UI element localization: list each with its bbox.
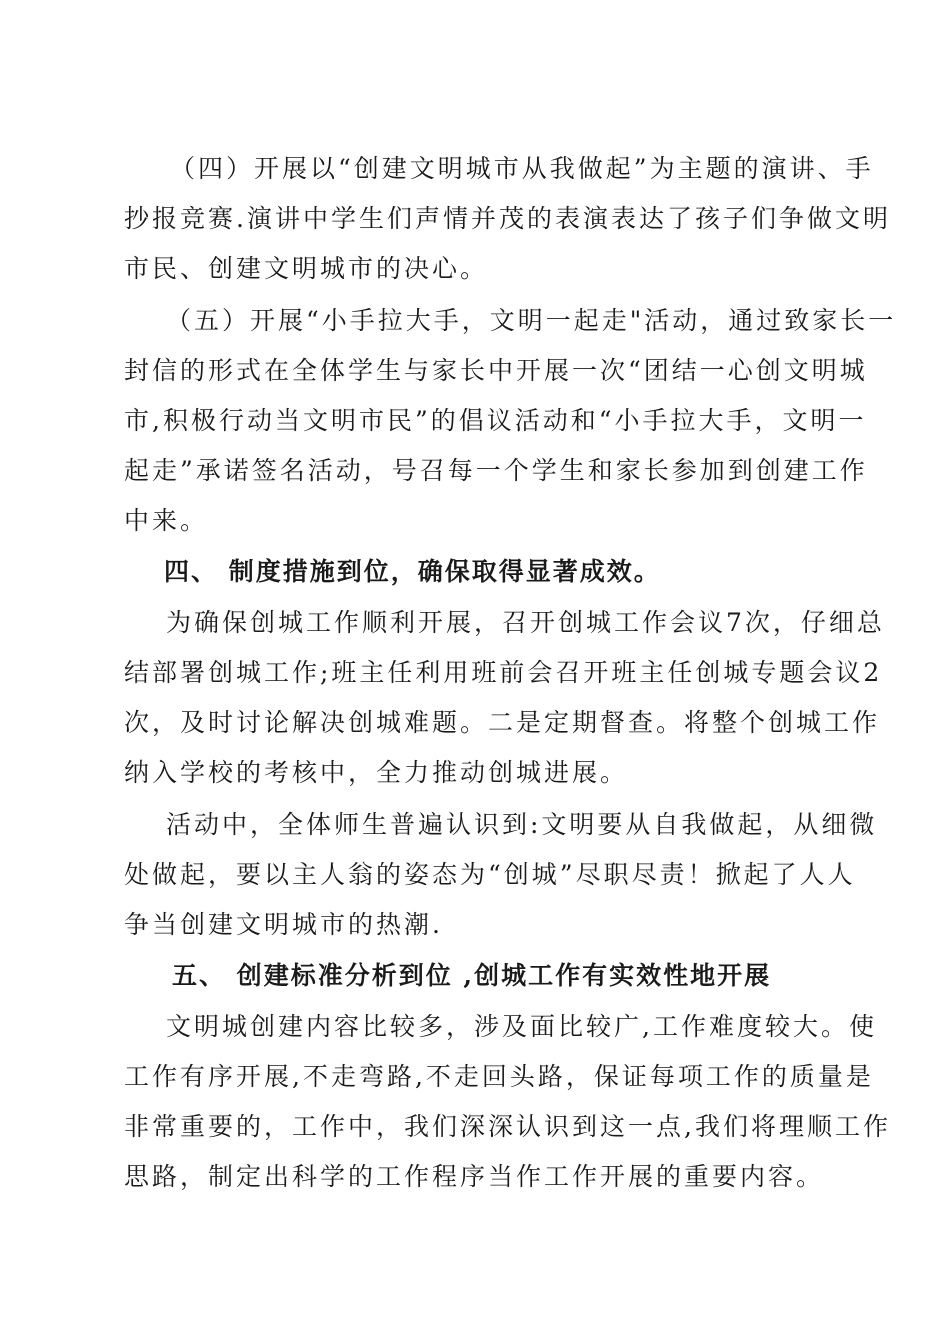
paragraph-5-line-2: 封信的形式在全体学生与家长中开展一次“团结一心创文明城 bbox=[124, 356, 868, 385]
measures-line-2: 结部署创城工作;班主任利用班前会召开班主任创城专题会议2 bbox=[124, 658, 883, 687]
activity-line-2: 处做起，要以主人翁的姿态为“创城”尽职尽责！掀起了人人 bbox=[124, 860, 856, 889]
measures-line-3: 次，及时讨论解决创城难题。二是定期督查。将整个创城工作 bbox=[124, 708, 881, 737]
paragraph-5-line-4: 起走”承诺签名活动，号召每一个学生和家长参加到创建工作 bbox=[124, 456, 868, 485]
section-heading-5: 五、 创建标准分析到位 ,创城工作有实效性地开展 bbox=[172, 961, 772, 990]
standards-line-4: 思路，制定出科学的工作程序当作工作开展的重要内容。 bbox=[124, 1162, 825, 1191]
standards-line-2: 工作有序开展,不走弯路,不走回头路，保证每项工作的质量是 bbox=[124, 1062, 874, 1091]
standards-line-1: 文明城创建内容比较多，涉及面比较广,工作难度较大。使 bbox=[166, 1012, 877, 1041]
measures-line-4: 纳入学校的考核中，全力推动创城进展。 bbox=[124, 758, 629, 787]
paragraph-5-line-3: 市,积极行动当文明市民”的倡议活动和“小手拉大手，文明一 bbox=[124, 406, 867, 435]
measures-line-1: 为确保创城工作顺利开展，召开创城工作会议7次，仔细总 bbox=[166, 608, 885, 637]
paragraph-4-line-3: 市民、创建文明城市的决心。 bbox=[124, 254, 489, 283]
paragraph-4-line-2: 抄报竞赛.演讲中学生们声情并茂的表演表达了孩子们争做文明 bbox=[124, 204, 891, 233]
paragraph-4-line-1: （四）开展以“创建文明城市从我做起”为主题的演讲、手 bbox=[170, 154, 874, 183]
section-heading-4: 四、 制度措施到位，确保取得显著成效。 bbox=[164, 557, 661, 586]
activity-line-3: 争当创建文明城市的热潮. bbox=[124, 910, 443, 939]
paragraph-5-line-5: 中来。 bbox=[124, 506, 209, 535]
standards-line-3: 非常重要的，工作中，我们深深认识到这一点,我们将理顺工作 bbox=[124, 1112, 891, 1141]
paragraph-5-line-1: （五）开展“小手拉大手，文明一起走"活动，通过致家长一 bbox=[166, 306, 897, 335]
activity-line-1: 活动中，全体师生普遍认识到:文明要从自我做起，从细微 bbox=[166, 810, 878, 839]
